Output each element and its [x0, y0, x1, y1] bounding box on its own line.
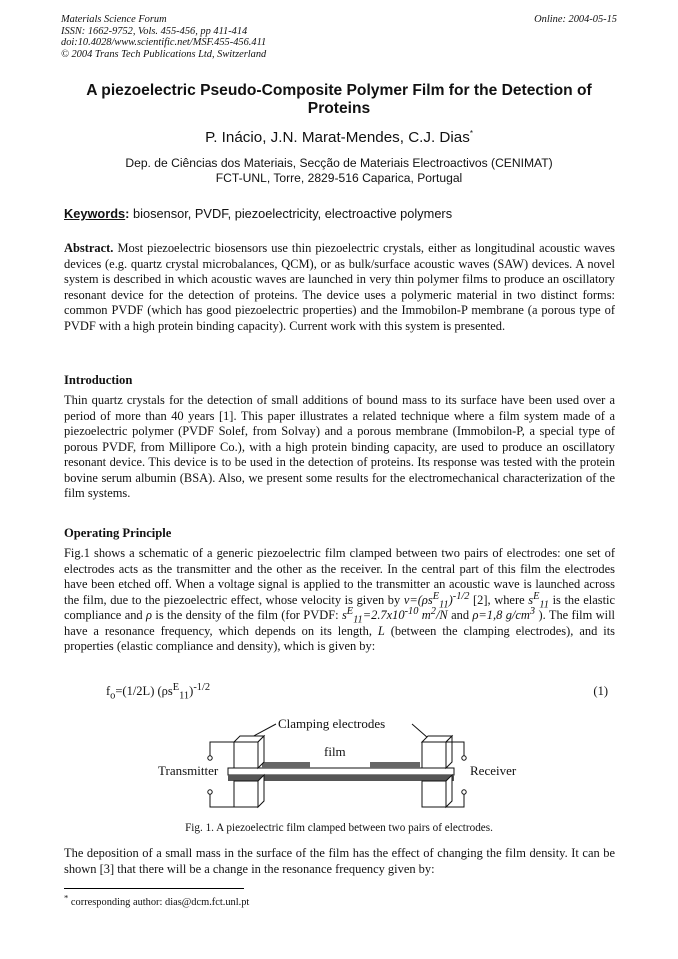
- journal-name: Materials Science Forum: [61, 14, 167, 25]
- after-figure-text: The deposition of a small mass in the surface of the film has the effect of changing the film density. It can be shown [3] that there will be a change in the resonance frequency given by:: [64, 846, 615, 876]
- intro-text: Thin quartz crystals for the detection of small additions of bound mass to its surface have been used over a period of more than 40 years [1]. This paper illustrates a related technique where a film system made of a piezoelectric polymer (PVDF Solef, from Solvay) and a porous membrane (Immobilon-P, a special type of porous PVDF, from Millipore Co.), with a high protein binding capacity, are used to produce an oscillatory resonant device. This device is to be used in the detection of proteins. Its response was tested with the protein bovine serum albumin (BSA). Also, we present some results for the electromechanical characterization of the film systems.: [64, 393, 615, 501]
- terminal-left-bottom: [208, 790, 212, 794]
- film-top-electrode-left: [262, 762, 310, 768]
- footnote-text: corresponding author: dias@dcm.fct.unl.pt: [68, 897, 250, 908]
- intro-heading: Introduction: [64, 373, 133, 387]
- label-clamping-electrodes: Clamping electrodes: [278, 716, 386, 731]
- terminal-right-top: [462, 756, 466, 760]
- footnote-rule: [64, 888, 244, 889]
- affiliation: [60, 156, 618, 185]
- abstract-label: Abstract.: [64, 241, 114, 255]
- online-date: Online: 2004-05-15: [534, 14, 617, 25]
- author-mark: *: [469, 128, 473, 138]
- abstract-text: Most piezoelectric biosensors use thin piezoelectric crystals, either as longitudinal acoustic waves devices (e.g. quartz crystal microbalances, QCM), or as bulk/surface acoustic waves (SAW) devices. A novel system is described in which acoustic waves are launched in very thin polymer films to produce an oscillatory resonant device for the detection of proteins. The device uses a polymeric material in two distinct forms: common PVDF (which has good piezoelectric properties) and the Immobilon-P membrane (a porous type of PVDF with a high protein binding capacity). Current work with this system is presented.: [64, 241, 615, 333]
- author-names: P. Inácio, J.N. Marat-Mendes, C.J. Dias: [205, 129, 470, 146]
- footnote-mark: *: [64, 892, 69, 903]
- issn: ISSN: 1662-9752, Vols. 455-456, pp 411-414: [61, 25, 248, 37]
- footnote: [64, 892, 250, 908]
- label-transmitter: Transmitter: [158, 763, 219, 778]
- op-text: Fig.1 shows a schematic of a generic piezoelectric film clamped between two pairs of electrodes: one set of electrodes acts as the transmitter and the other as the receiver. In the central part of this film the electrodes have been etched off. When a voltage signal is applied to the transmitter an acoustic wave is launched across the film, due to the piezoelectric effect, whose velocity is given by $v=(\rho s^E_{11})^{-1/2}$ [2], where $s^E_{11}$ is the elastic compliance and ρ is the density of the film (for PVDF: $s^E_{11}=2.7x10^{-10}$ $m^2/N$ and ρ=1,8 $g/cm^3$ ). The film will have a resonance frequency, which depends on its length, L (between the clamping electrodes), and its properties (elastic compliance and density), which is given by:: [64, 546, 616, 654]
- page-header: [61, 14, 617, 60]
- affiliation-line-1: Dep. de Ciências dos Materiais, Secção de Materiais Electroactivos (CENIMAT): [125, 156, 553, 170]
- film-top-electrode-right: [370, 762, 420, 768]
- keywords-label: Keywords: [64, 206, 126, 221]
- label-receiver: Receiver: [470, 763, 517, 778]
- terminal-left-top: [208, 756, 212, 760]
- paper-title: A piezoelectric Pseudo-Composite Polymer Film for the Detection of Proteins: [86, 82, 592, 117]
- equation-1: $f_o=(1/2L)$ $(\rho s^E_{11})^{-1/2}$: [106, 681, 211, 702]
- doi: doi:10.4028/www.scientific.net/MSF.455-456.411: [61, 37, 267, 49]
- label-film: film: [324, 744, 346, 759]
- keywords-list: biosensor, PVDF, piezoelectricity, electroactive polymers: [129, 206, 453, 221]
- terminal-right-bottom: [462, 790, 466, 794]
- keywords: Keywords: biosensor, PVDF, piezoelectricity, electroactive polymers: [64, 206, 453, 221]
- affiliation-line-2: FCT-UNL, Torre, 2829-516 Caparica, Portugal: [215, 170, 463, 185]
- op-heading: Operating Principle: [64, 526, 172, 540]
- abstract: [64, 241, 615, 334]
- authors: [60, 129, 618, 146]
- leader-right: [412, 724, 428, 738]
- figure-caption: Fig. 1. A piezoelectric film clamped between two pairs of electrodes.: [185, 822, 493, 834]
- film-strip: [228, 768, 454, 775]
- copyright: © 2004 Trans Tech Publications Ltd, Switzerland: [61, 48, 267, 60]
- equation-number: (1): [593, 684, 608, 698]
- figure-1: [158, 712, 528, 816]
